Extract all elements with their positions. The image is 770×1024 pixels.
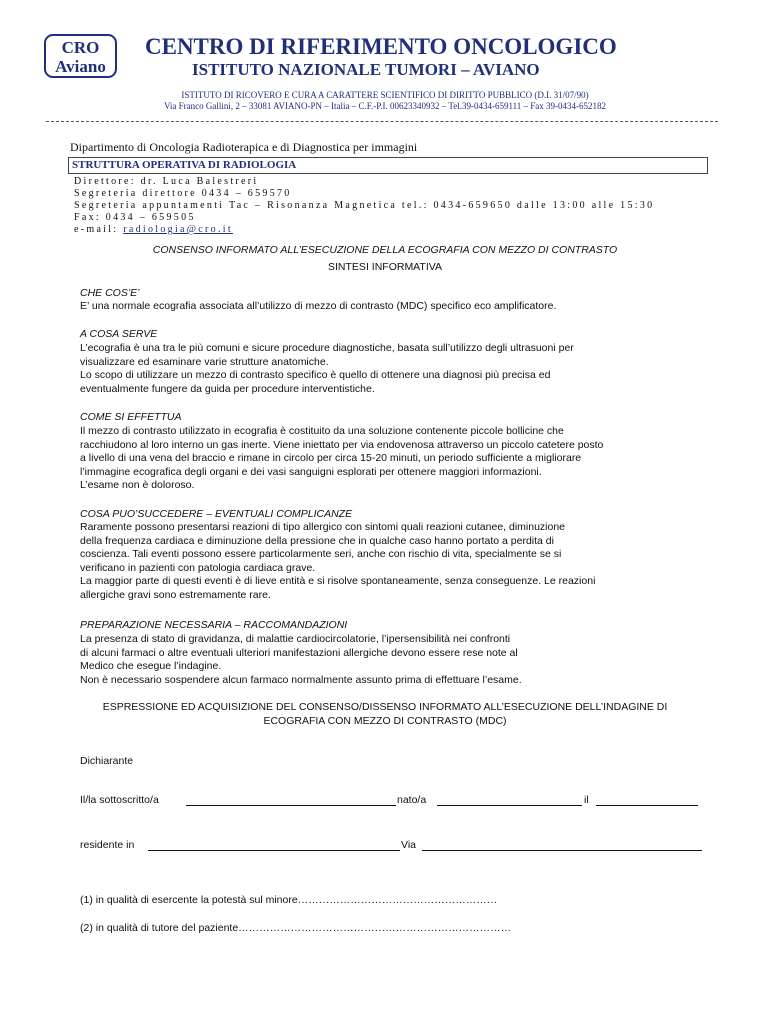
email-line (74, 224, 233, 235)
body-line: racchiudono al loro interno un gas inerte. Viene iniettato per via endovenosa attraverso un piccolo catetere posto (80, 438, 604, 451)
body-line: della frequenza cardiaca e diminuzione della pressione che in qualche caso hanno portato a perdita di (80, 534, 554, 547)
body-line: visualizzare ed esaminare varie strutture anatomiche. (80, 355, 329, 368)
consent-heading (70, 700, 700, 728)
section-heading: PREPARAZIONE NECESSARIA – RACCOMANDAZIONI (80, 619, 348, 631)
email-link[interactable]: radiologia@cro.it (123, 224, 233, 235)
body-line: a livello di una vena del braccio e rimane in circolo per circa 15-20 minuti, un periodo sufficiente a migliorare (80, 452, 582, 464)
section-body (80, 425, 698, 493)
consent-heading-line-2: ECOGRAFIA CON MEZZO DI CONTRASTO (MDC) (263, 715, 507, 727)
body-line: di alcuni farmaci o altre eventuali ulteriori manifestazioni allergiche devono essere rese note al (80, 646, 518, 659)
body-line: eventualmente fungere da guida per procedure interventistiche. (80, 382, 375, 395)
section-body (80, 633, 698, 687)
institution-subtitle: ISTITUTO NAZIONALE TUMORI – AVIANO (192, 60, 540, 79)
document-subtitle: SINTESI INFORMATIVA (328, 261, 442, 273)
email-label: e-mail: (74, 224, 124, 235)
section-body (80, 342, 698, 396)
body-line: l’immagine ecografica degli organi e dei vasi sanguigni esplorati per ottenere maggiori informazioni. (80, 465, 542, 478)
body-line: Medico che esegue l’indagine. (80, 660, 222, 672)
body-line: Non è necessario sospendere alcun farmaco normalmente assunto prima di effettuare l’esame. (80, 673, 522, 686)
body-line: E’ una normale ecografia associata all’utilizzo di mezzo di contrasto (MDC) specifico eco amplificatore. (80, 300, 557, 312)
director-line: Direttore: dr. Luca Balestreri (74, 176, 259, 187)
logo-line-2: Aviano (55, 57, 106, 76)
residence-field[interactable] (148, 850, 400, 851)
consent-heading-line-1: ESPRESSIONE ED ACQUISIZIONE DEL CONSENSO/DISSENSO INFORMATO ALL’ESECUZIONE DELL’INDAGINE DI (102, 701, 668, 713)
institution-title: CENTRO DI RIFERIMENTO ONCOLOGICO (145, 34, 617, 59)
body-line: verificano in pazienti con patologia cardiaca grave. (80, 561, 316, 574)
logo-line-1: CRO (61, 38, 100, 57)
body-line: La maggior parte di questi eventi è di lieve entità e si risolve spontaneamente, senza conseguenze. Le reazioni (80, 575, 596, 587)
option-guardian[interactable]: (2) in qualità di tutore del paziente…………………………………………………………………… (80, 922, 512, 934)
date-label: il (584, 794, 589, 806)
document-title: CONSENSO INFORMATO ALL’ESECUZIONE DELLA ECOGRAFIA CON MEZZO DI CONTRASTO (152, 244, 618, 256)
section-body (80, 300, 698, 314)
via-label: Via (401, 839, 416, 851)
undersigned-field[interactable] (186, 805, 396, 806)
body-line: allergiche gravi sono estremamente rare. (80, 588, 271, 601)
fax-line: Fax: 0434 – 659505 (74, 212, 196, 223)
option-parental-authority[interactable]: (1) in qualità di esercente la potestà sul minore………………………………………………… (80, 894, 498, 906)
body-line: La presenza di stato di gravidanza, di malattie cardiocircolatorie, l’ipersensibilità nei confronti (80, 633, 511, 645)
section-heading: CHE COS’E’ (80, 287, 140, 299)
resident-label: residente in (80, 839, 135, 851)
header-separator (46, 121, 718, 122)
declarant-label: Dichiarante (80, 755, 134, 767)
address-field[interactable] (422, 850, 702, 851)
section-heading: COSA PUO’SUCCEDERE – EVENTUALI COMPLICANZE (80, 508, 353, 520)
body-line: coscienza. Tali eventi possono essere particolarmente seri, anche con rischio di vita, specialmente se si (80, 548, 562, 560)
born-label: nato/a (397, 794, 427, 806)
birthplace-field[interactable] (437, 805, 582, 806)
section-body (80, 521, 698, 602)
section-heading: COME SI EFFETTUA (80, 411, 182, 423)
section-heading: A COSA SERVE (80, 328, 158, 340)
body-line: Lo scopo di utilizzare un mezzo di contrasto specifico è quello di ottenere una diagnosi più precisa ed (80, 369, 551, 381)
birthdate-field[interactable] (596, 805, 698, 806)
cro-aviano-logo (44, 34, 117, 78)
structure-banner: STRUTTURA OPERATIVA DI RADIOLOGIA (68, 157, 708, 174)
body-line: L’esame non è doloroso. (80, 479, 195, 491)
secretary-line: Segreteria direttore 0434 – 659570 (74, 188, 292, 199)
body-line: L’ecografia è una tra le più comuni e sicure procedure diagnostiche, basata sull’utilizzo degli ultrasuoni per (80, 342, 574, 354)
undersigned-label: Il/la sottoscritto/a (80, 794, 159, 806)
body-line: Raramente possono presentarsi reazioni di tipo allergico con sintomi quali reazioni cutanee, diminuzione (80, 521, 566, 533)
institution-info-line: ISTITUTO DI RICOVERO E CURA A CARATTERE SCIENTIFICO DI DIRITTO PUBBLICO (D.I. 31/07/90) (181, 90, 589, 100)
body-line: Il mezzo di contrasto utilizzato in ecografia è costituito da una soluzione contenente piccole bollicine che (80, 425, 564, 437)
department-name: Dipartimento di Oncologia Radioterapica e di Diagnostica per immagini (70, 140, 418, 154)
institution-address-line: Via Franco Gallini, 2 – 33081 AVIANO-PN – Italia – C.F.-P.I. 00623340932 – Tel.39-0434-659111 – Fax 39-0434-652182 (163, 101, 607, 111)
appointments-line: Segreteria appuntamenti Tac – Risonanza Magnetica tel.: 0434-659650 dalle 13:00 alle 15:30 (74, 200, 655, 211)
